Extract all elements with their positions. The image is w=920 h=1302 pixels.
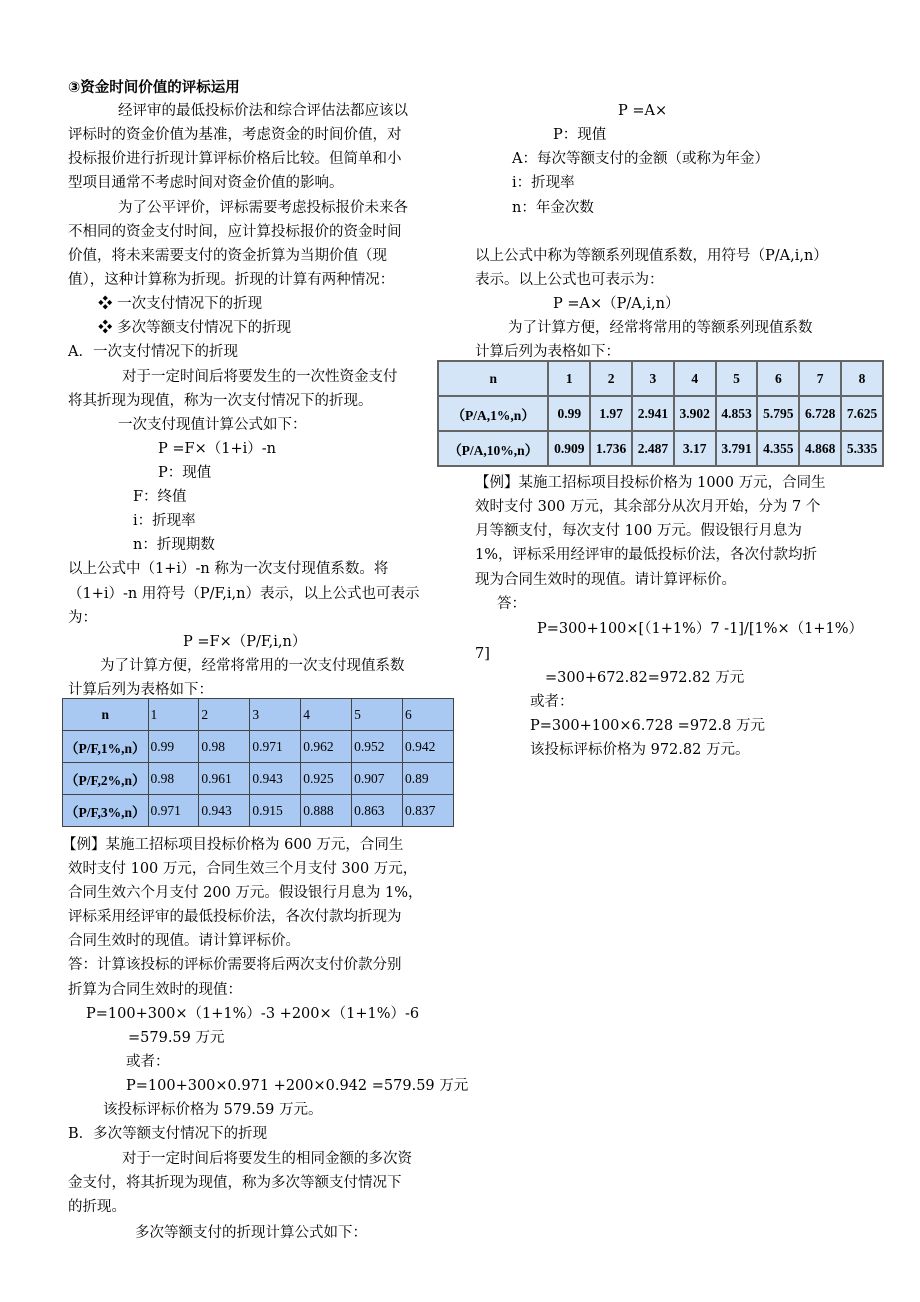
- right-text-line: 现为合同生效时的现值。请计算评标价。: [475, 572, 736, 588]
- table-row: [438, 396, 883, 431]
- left-text-line: 计算后列为表格如下：: [68, 682, 213, 698]
- row-header-cell: （P/A,10%,n）: [438, 431, 548, 466]
- right-text-line: 效时支付 300 万元，其余部分从次月开始，分为 7 个: [475, 499, 821, 515]
- table-row: [438, 431, 883, 466]
- left-text-line: A．一次支付情况下的折现: [68, 344, 238, 360]
- table-cell: 4.355: [757, 431, 799, 466]
- left-text-line: 值），这种计算称为折现。折现的计算有两种情况：: [68, 272, 395, 288]
- left-text-line: 为了公平评价，评标需要考虑投标报价未来各: [118, 200, 408, 216]
- left-text-line: ❖ 一次支付情况下的折现: [98, 296, 263, 312]
- table-cell: 0.89: [403, 763, 454, 795]
- table-cell: 5: [352, 699, 403, 731]
- right-text-line: 1%，评标采用经评审的最低投标价法，各次付款均折: [475, 547, 818, 563]
- right-text-line: 7]: [475, 646, 490, 662]
- left-text-line: n：折现期数: [133, 537, 215, 553]
- table-cell: 3.902: [674, 396, 716, 431]
- row-header-cell: （P/F,1%,n）: [63, 731, 149, 763]
- left-text-line: P：现值: [158, 465, 212, 481]
- table-cell: 3: [632, 361, 674, 396]
- table-cell: 1: [148, 699, 199, 731]
- right-text-line: 以上公式中称为等额系列现值系数，用符号（P/A,i,n）: [475, 248, 828, 264]
- table-row: [63, 731, 454, 763]
- right-text-line: n：年金次数: [512, 200, 594, 216]
- left-text-line: 对于一定时间后将要发生的相同金额的多次资: [122, 1151, 412, 1167]
- right-text-line: P=300+100×6.728 =972.8 万元: [530, 718, 765, 734]
- left-text-line: 不相同的资金支付时间，应计算投标报价的资金时间: [68, 224, 402, 240]
- left-text-line: 经评审的最低投标价法和综合评估法都应该以: [118, 103, 408, 119]
- table-cell: 2.487: [632, 431, 674, 466]
- table-row: [63, 763, 454, 795]
- table-cell: 6: [757, 361, 799, 396]
- left-text-line: 价值，将未来需要支付的资金折算为当期价值（现: [68, 248, 387, 264]
- right-text-line: P =A×: [618, 103, 668, 119]
- table-cell: 7.625: [841, 396, 883, 431]
- table-cell: 3: [250, 699, 301, 731]
- left-text-line: P=100+300×（1+1%）-3 +200×（1+1%）-6: [86, 1006, 420, 1022]
- left-text-line: P=100+300×0.971 +200×0.942 =579.59 万元: [126, 1078, 469, 1094]
- table-row: [63, 699, 454, 731]
- table-cell: 4: [674, 361, 716, 396]
- table-cell: 4.868: [799, 431, 841, 466]
- table-cell: 1.97: [590, 396, 632, 431]
- left-text-line: 的折现。: [68, 1199, 126, 1215]
- left-text-line: 【例】某施工招标项目投标价格为 600 万元，合同生: [62, 837, 404, 853]
- table-cell: 0.962: [301, 731, 352, 763]
- left-text-line: 该投标评标价格为 579.59 万元。: [103, 1102, 323, 1118]
- left-text-line: 为：: [68, 610, 97, 626]
- table-cell: 6.728: [799, 396, 841, 431]
- table-cell: 0.961: [199, 763, 250, 795]
- table-cell: 0.909: [548, 431, 590, 466]
- row-header-cell: （P/A,1%,n）: [438, 396, 548, 431]
- left-text-line: 为了计算方便，经常将常用的一次支付现值系数: [100, 658, 405, 674]
- table-cell: 0.925: [301, 763, 352, 795]
- table-cell: 0.907: [352, 763, 403, 795]
- right-text-line: A：每次等额支付的金额（或称为年金）: [512, 151, 769, 167]
- left-text-line: 折算为合同生效时的现值：: [68, 982, 242, 998]
- table-cell: 5: [716, 361, 758, 396]
- left-text-line: B．多次等额支付情况下的折现: [68, 1126, 268, 1142]
- left-text-line: F：终值: [133, 489, 187, 505]
- table-cell: 2.941: [632, 396, 674, 431]
- right-text-line: 【例】某施工招标项目投标价格为 1000 万元，合同生: [475, 475, 826, 491]
- left-text-line: 多次等额支付的折现计算公式如下：: [135, 1225, 367, 1241]
- table-cell: 0.837: [403, 795, 454, 827]
- table-cell: 3.791: [716, 431, 758, 466]
- table-cell: 2: [590, 361, 632, 396]
- table-row: [63, 795, 454, 827]
- table-cell: 8: [841, 361, 883, 396]
- table-cell: 0.98: [199, 731, 250, 763]
- table-cell: 3.17: [674, 431, 716, 466]
- left-text-line: 合同生效六个月支付 200 万元。假设银行月息为 1%，: [68, 885, 423, 901]
- left-text-line: 或者：: [126, 1054, 170, 1070]
- left-text-line: （1+i）-n 用符号（P/F,i,n）表示，以上公式也可表示: [68, 586, 420, 602]
- table-cell: 1.736: [590, 431, 632, 466]
- left-text-line: 将其折现为现值，称为一次支付情况下的折现。: [68, 393, 373, 409]
- table-cell: 0.952: [352, 731, 403, 763]
- left-text-line: P =F×（1+i）-n: [158, 441, 276, 457]
- right-text-line: 为了计算方便，经常将常用的等额系列现值系数: [508, 320, 813, 336]
- right-text-line: 答：: [497, 596, 526, 612]
- pf-present-value-table: [62, 698, 454, 827]
- table-cell: 0.915: [250, 795, 301, 827]
- row-header-cell: （P/F,3%,n）: [63, 795, 149, 827]
- row-header-cell: n: [63, 699, 149, 731]
- right-text-line: 计算后列为表格如下：: [475, 344, 620, 360]
- left-text-line: 一次支付现值计算公式如下：: [118, 417, 307, 433]
- left-text-line: 对于一定时间后将要发生的一次性资金支付: [122, 369, 398, 385]
- right-text-line: P =A×（P/A,i,n）: [553, 296, 680, 312]
- row-header-cell: n: [438, 361, 548, 396]
- right-text-line: =300+672.82=972.82 万元: [545, 670, 745, 686]
- table-cell: 0.888: [301, 795, 352, 827]
- pa-present-value-table: [437, 360, 884, 467]
- table-cell: 0.943: [199, 795, 250, 827]
- table-cell: 0.99: [148, 731, 199, 763]
- left-text-line: P =F×（P/F,i,n）: [183, 634, 307, 650]
- table-cell: 1: [548, 361, 590, 396]
- left-text-line: 金支付，将其折现为现值，称为多次等额支付情况下: [68, 1175, 402, 1191]
- table-cell: 0.942: [403, 731, 454, 763]
- table-cell: 5.335: [841, 431, 883, 466]
- table-cell: 6: [403, 699, 454, 731]
- left-text-line: 答：计算该投标的评标价需要将后两次支付价款分别: [68, 957, 402, 973]
- right-text-line: 或者：: [530, 694, 574, 710]
- left-text-line: ❖ 多次等额支付情况下的折现: [98, 320, 292, 336]
- table-cell: 2: [199, 699, 250, 731]
- left-text-line: 合同生效时的现值。请计算评标价。: [68, 933, 300, 949]
- table-cell: 0.971: [148, 795, 199, 827]
- left-text-line: 评标采用经评审的最低投标价法，各次付款均折现为: [68, 909, 402, 925]
- right-text-line: P：现值: [553, 127, 607, 143]
- table-row: [438, 361, 883, 396]
- table-cell: 0.98: [148, 763, 199, 795]
- row-header-cell: （P/F,2%,n）: [63, 763, 149, 795]
- left-text-line: 效时支付 100 万元，合同生效三个月支付 300 万元，: [68, 861, 418, 877]
- right-text-line: i：折现率: [512, 175, 575, 191]
- left-text-line: ③资金时间价值的评标运用: [68, 80, 240, 96]
- right-text-line: P=300+100×[（1+1%）7 -1]/[1%×（1+1%）: [537, 621, 864, 637]
- right-text-line: 月等额支付，每次支付 100 万元。假设银行月息为: [475, 523, 802, 539]
- left-text-line: 型项目通常不考虑时间对资金价值的影响。: [68, 175, 344, 191]
- left-text-line: 以上公式中（1+i）-n 称为一次支付现值系数。将: [68, 561, 389, 577]
- right-text-line: 该投标评标价格为 972.82 万元。: [530, 742, 750, 758]
- table-cell: 0.863: [352, 795, 403, 827]
- table-cell: 0.971: [250, 731, 301, 763]
- left-text-line: 投标报价进行折现计算评标价格后比较。但简单和小: [68, 151, 402, 167]
- left-text-line: =579.59 万元: [128, 1030, 225, 1046]
- table-cell: 0.99: [548, 396, 590, 431]
- table-cell: 7: [799, 361, 841, 396]
- table-cell: 0.943: [250, 763, 301, 795]
- right-text-line: 表示。以上公式也可表示为：: [475, 272, 664, 288]
- table-cell: 5.795: [757, 396, 799, 431]
- table-cell: 4.853: [716, 396, 758, 431]
- left-text-line: i：折现率: [133, 513, 196, 529]
- table-cell: 4: [301, 699, 352, 731]
- left-text-line: 评标时的资金价值为基准，考虑资金的时间价值，对: [68, 127, 402, 143]
